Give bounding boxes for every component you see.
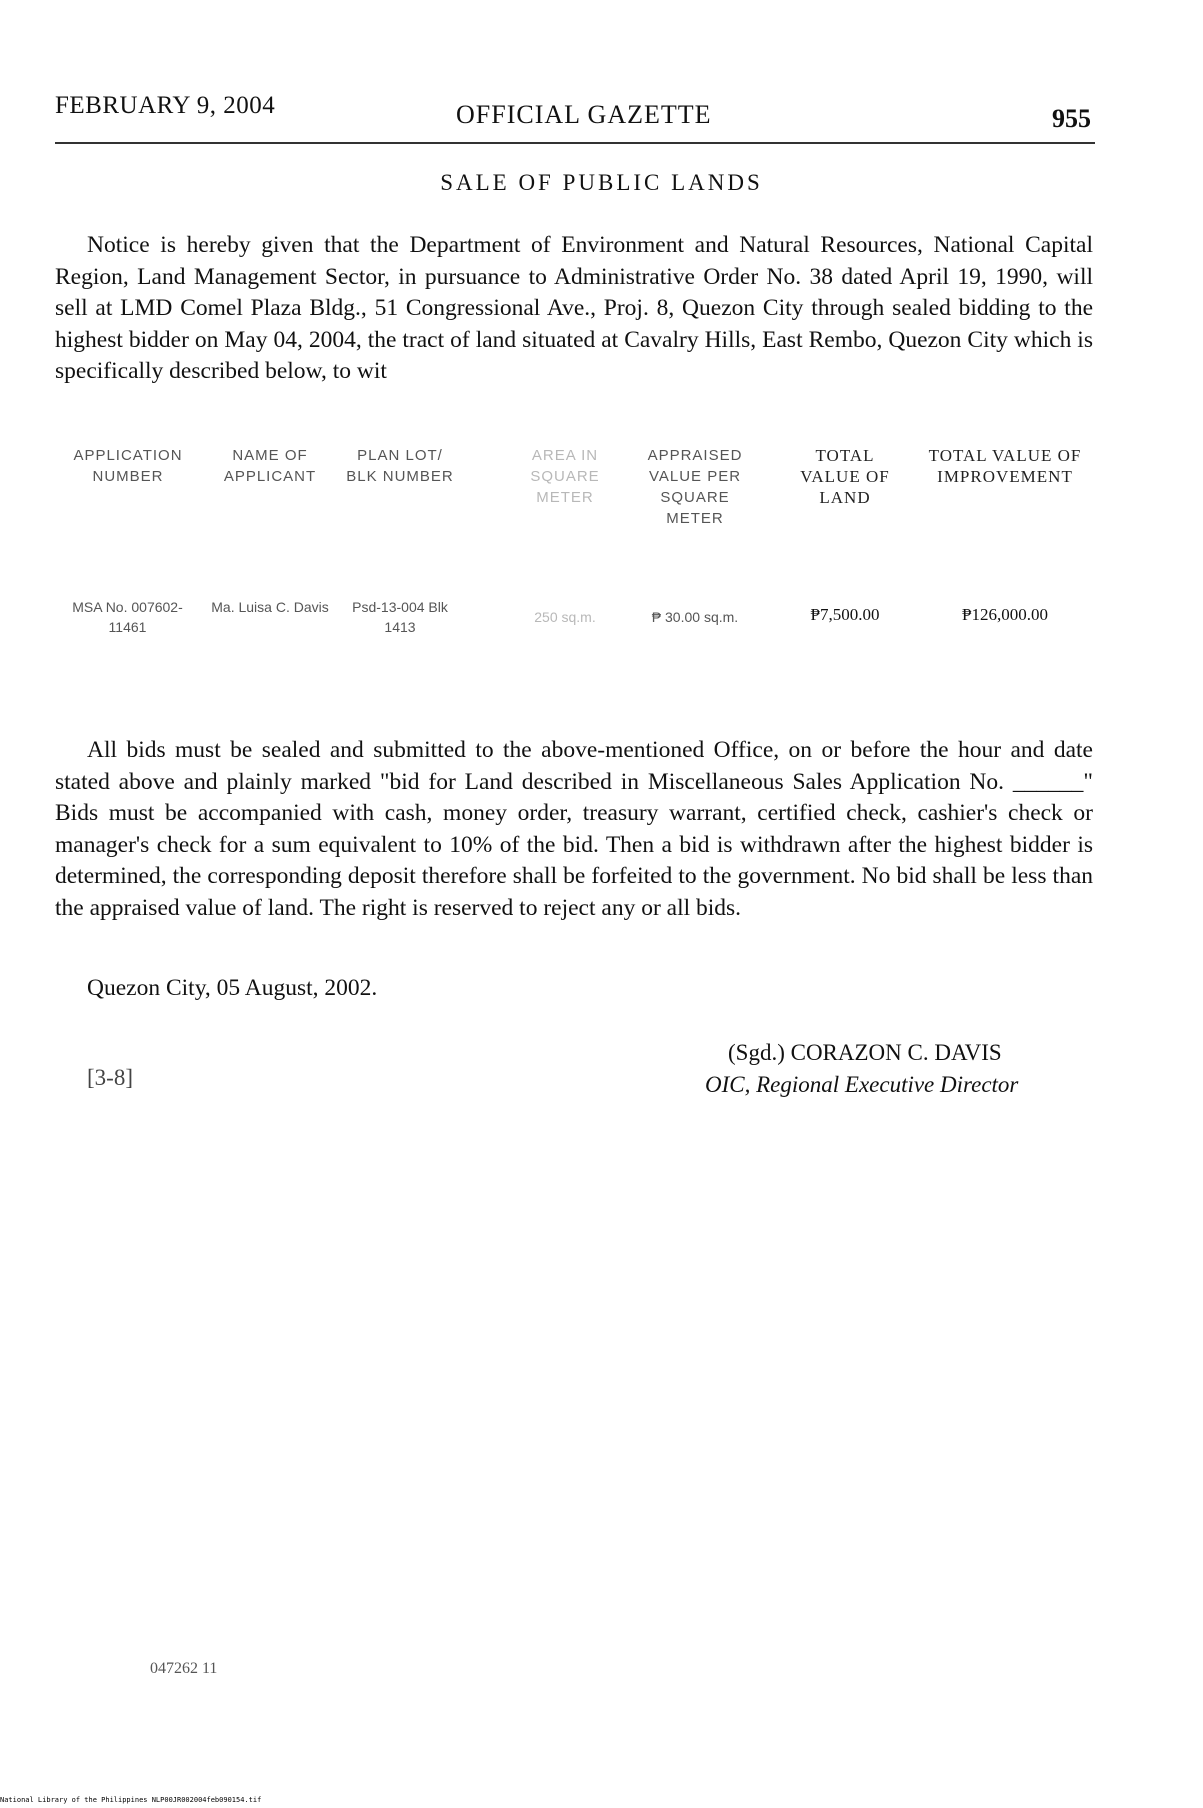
reference-code: [3-8] xyxy=(87,1065,133,1090)
header-name-of-applicant: NAME OF APPLICANT xyxy=(223,447,317,485)
footer-number: 047262 11 xyxy=(150,1660,218,1677)
header-appraised-value: APPRAISED VALUE PER SQUARE METER xyxy=(647,447,743,527)
page-number: 955 xyxy=(1052,104,1091,133)
scanner-line: National Library of the Philippines NLP00JR002004feb090154.tif xyxy=(0,1796,262,1804)
notice-title: SALE OF PUBLIC LANDS xyxy=(440,170,763,195)
cell-total-value-improvement: ₱126,000.00 xyxy=(962,605,1048,624)
cell-application-number: MSA No. 007602-11461 xyxy=(72,599,183,635)
dateline: Quezon City, 05 August, 2002. xyxy=(87,975,378,1001)
header-date: FEBRUARY 9, 2004 xyxy=(55,92,276,119)
cell-total-value-land: ₱7,500.00 xyxy=(810,605,880,624)
cell-plan-lot: Psd-13-004 Blk 1413 xyxy=(352,599,448,635)
land-table xyxy=(55,435,1095,705)
cell-appraised-value: ₱ 30.00 sq.m. xyxy=(651,609,739,625)
signatory-name: (Sgd.) CORAZON C. DAVIS xyxy=(728,1040,1002,1065)
cell-applicant-name: Ma. Luisa C. Davis xyxy=(211,599,329,615)
header-application-number: APPLICATION NUMBER xyxy=(73,447,183,485)
conditions-paragraph: All bids must be sealed and submitted to the above-mentioned Office, on or before the hour and date stated above and plainly marked "bid for Land described in Miscellaneous Sales Application No. ______" Bids must be accompanied with cash, money order, treasury warrant, certified check, cashier's check or manager's check for a sum equivalent to 10% of the bid. Then a bid is withdrawn after the highest bidder is determined, the corresponding deposit therefore shall be forfeited to the government. No bid shall be less than the appraised value of land. The right is reserved to reject any or all bids. xyxy=(55,737,1093,921)
header-total-value-land: TOTAL VALUE OF LAND xyxy=(800,446,890,507)
notice-paragraph: Notice is hereby given that the Department of Environment and Natural Resources, National Capital Region, Land Management Sector, in pursuance to Administrative Order No. 38 dated April 19, 1990, will sell at LMD Comel Plaza Bldg., 51 Congressional Ave., Proj. 8, Quezon City through sealed bidding to the highest bidder on May 04, 2004, the tract of land situated at Cavalry Hills, East Rembo, Quezon City which is specifically described below, to wit xyxy=(55,232,1093,384)
header-rule xyxy=(55,142,1095,144)
header-publication: OFFICIAL GAZETTE xyxy=(456,100,712,129)
header-plan-lot: PLAN LOT/ BLK NUMBER xyxy=(346,447,454,485)
signatory-title: OIC, Regional Executive Director xyxy=(705,1072,1019,1097)
header-total-value-improvement: TOTAL VALUE OF IMPROVEMENT xyxy=(928,446,1082,486)
header-area: AREA IN SQUARE METER xyxy=(530,447,600,506)
cell-area: 250 sq.m. xyxy=(534,609,596,625)
